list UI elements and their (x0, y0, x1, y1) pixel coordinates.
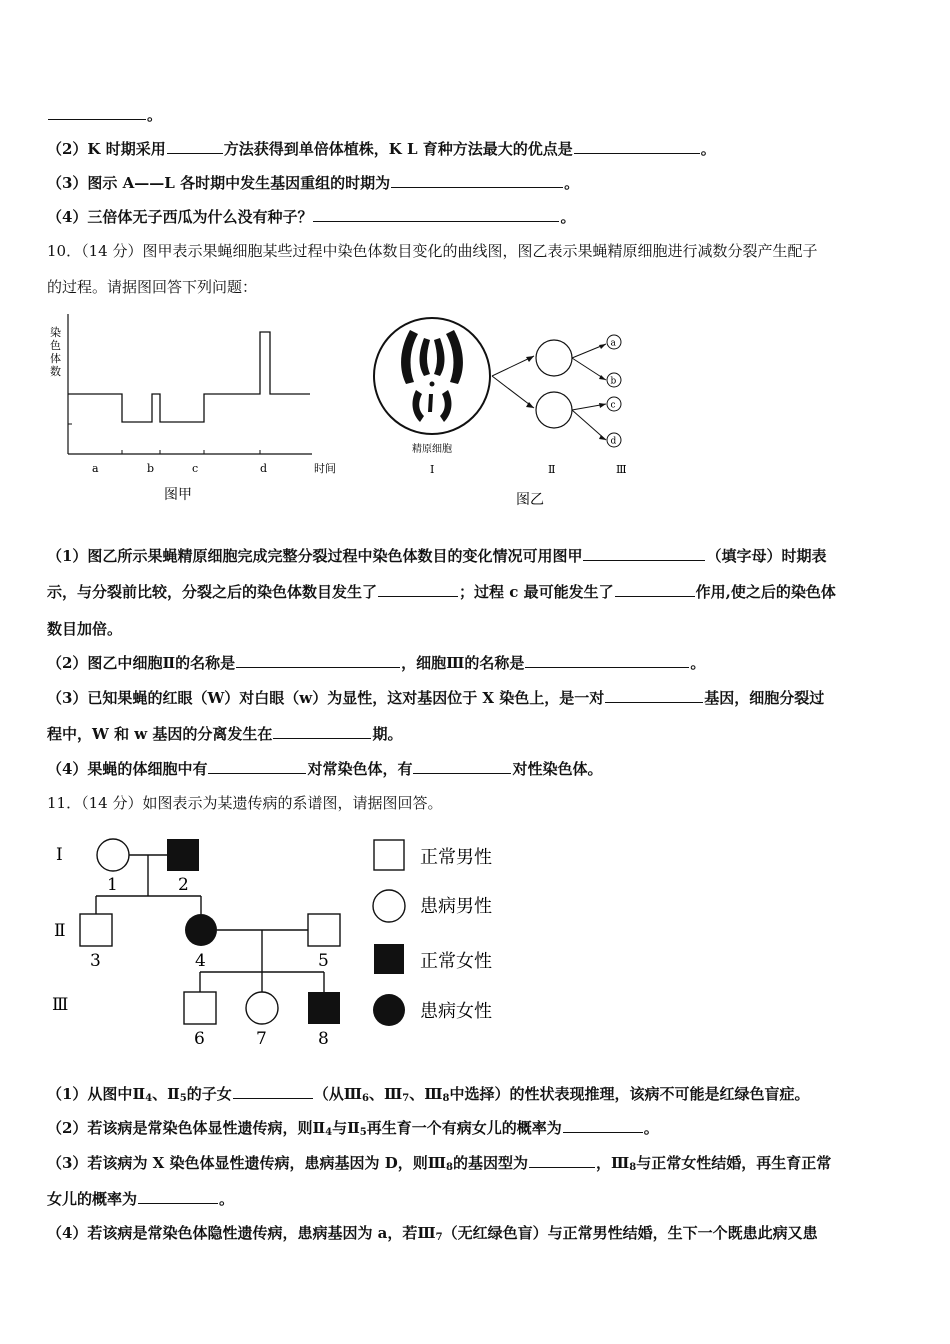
gamete-d: d (610, 436, 617, 447)
label-6: 6 (194, 1029, 205, 1049)
q10-intro-2: 的过程。请据图回答下列问题： (47, 278, 258, 296)
legend-normal-male-icon (374, 840, 404, 870)
q10-p4: （4）果蝇的体细胞中有 对常染色体，有 对性染色体。 (47, 760, 603, 778)
legend-normal-male: 正常男性 (420, 847, 492, 868)
individual-III7 (246, 992, 278, 1024)
q11-p4-line1: （4）若该病是常染色体隐性遗传病，患病基因为 a，若$Ⅲ_7$（无红绿色盲）与正常男性结婚，生下一个既患此病又患 (47, 1224, 818, 1243)
answer-blank[interactable] (138, 1189, 218, 1204)
x-axis-label: 时间 (314, 462, 336, 475)
q9-line-4: （4）三倍体无子西瓜为什么没有种子？ 。 (47, 208, 576, 226)
answer-blank[interactable] (378, 582, 458, 597)
individual-I1 (97, 839, 129, 871)
label-2: 2 (178, 875, 189, 895)
q11-p3-line1: （3）若该病为 X 染色体显性遗传病，患病基因为 D，则$Ⅲ_8$的基因型为 ，$Ⅲ_8$与正常女性结婚，再生育正常 (47, 1154, 832, 1173)
label-4: 4 (195, 951, 206, 971)
q10-p1-line3: 数目加倍。 (47, 620, 123, 638)
pedigree-chart (44, 826, 524, 1056)
roman-III: Ⅲ (616, 463, 627, 476)
secondary-cell-1 (536, 340, 572, 376)
legend-affected-female: 患病女性 (420, 1001, 492, 1022)
tick-label-b: b (147, 462, 155, 475)
q11-p3-line2: 女儿的概率为 。 (47, 1190, 235, 1208)
label-7: 7 (256, 1029, 267, 1049)
roman-II: Ⅱ (548, 463, 556, 476)
individual-II3 (80, 914, 112, 946)
y-label-char: 色 (50, 339, 61, 352)
roman-I: Ⅰ (430, 463, 435, 476)
figure-yi (366, 312, 646, 512)
individual-II5 (308, 914, 340, 946)
secondary-cell-2 (536, 392, 572, 428)
legend-affected-male: 患病男性 (420, 896, 492, 917)
q10-p3-line2: 程中，W 和 w 基因的分离发生在 期。 (47, 725, 403, 743)
answer-blank[interactable] (529, 1153, 595, 1168)
individual-II4 (185, 914, 217, 946)
answer-blank[interactable] (413, 759, 511, 774)
q9-line-1: 。 (47, 104, 162, 125)
generation-I: Ⅰ (56, 845, 63, 865)
chromosomes (401, 330, 463, 422)
q10-intro-1: 10．（14 分）图甲表示果蝇细胞某些过程中染色体数目变化的曲线图，图乙表示果蝇精原细胞进行减数分裂产生配子 (47, 242, 818, 260)
label-8: 8 (318, 1029, 329, 1049)
generation-II: Ⅱ (54, 921, 66, 941)
legend-normal-female: 正常女性 (420, 951, 492, 972)
answer-blank[interactable] (574, 139, 700, 154)
answer-blank[interactable] (583, 546, 705, 561)
generation-III: Ⅲ (52, 995, 69, 1015)
tick-label-c: c (192, 462, 199, 475)
q11-p2: （2）若该病是常染色体显性遗传病，则$Ⅱ_4$与$Ⅱ_5$再生育一个有病女儿的概率为 。 (47, 1119, 659, 1138)
legend-affected-male-icon (373, 890, 405, 922)
individual-III6 (184, 992, 216, 1024)
answer-blank[interactable] (525, 653, 689, 668)
answer-blank[interactable] (605, 688, 703, 703)
q11-p1: （1）从图中$Ⅱ_4$、$Ⅱ_5$的子女 （从$Ⅲ_6$、$Ⅲ_7$、$Ⅲ_8$中选择）的性状表现推理，该病不可能是红绿色盲症。 (47, 1085, 810, 1104)
q9-line-3: （3）图示 A——L 各时期中发生基因重组的时期为 。 (47, 174, 580, 192)
answer-blank[interactable] (563, 1118, 643, 1133)
answer-blank[interactable] (48, 105, 146, 120)
y-label-char: 体 (50, 352, 61, 365)
label-1: 1 (107, 875, 118, 895)
label-3: 3 (90, 951, 101, 971)
gamete-c: c (610, 400, 616, 411)
answer-blank[interactable] (615, 582, 695, 597)
answer-blank[interactable] (208, 759, 306, 774)
y-label-char: 数 (50, 365, 61, 378)
individual-III8 (308, 992, 340, 1024)
legend-normal-female-icon (374, 944, 404, 974)
q10-p1-line2: 示，与分裂前比较，分裂之后的染色体数目发生了 ；过程 c 最可能发生了 作用,使之后的染色体 (47, 583, 836, 601)
q11-intro: 11．（14 分）如图表示为某遗传病的系谱图，请据图回答。 (47, 794, 443, 812)
q9-line-2: （2）K 时期采用 方法获得到单倍体植株，K L 育种方法最大的优点是 。 (47, 140, 716, 158)
answer-blank[interactable] (273, 724, 371, 739)
figure-jia (44, 312, 344, 512)
answer-blank[interactable] (233, 1084, 313, 1099)
label-5: 5 (318, 951, 329, 971)
answer-blank[interactable] (391, 173, 563, 188)
answer-blank[interactable] (167, 139, 223, 154)
tick-label-d: d (260, 462, 268, 475)
q10-p1-line1: （1）图乙所示果蝇精原细胞完成完整分裂过程中染色体数目的变化情况可用图甲 （填字母）时期表 (47, 547, 827, 565)
gamete-b: b (610, 376, 617, 387)
cell-label: 精原细胞 (412, 444, 452, 455)
q10-p2: （2）图乙中细胞Ⅱ的名称是 ，细胞Ⅲ的名称是 。 (47, 654, 706, 672)
chromosome-curve (68, 332, 310, 422)
figure-caption: 图甲 (164, 487, 192, 503)
spermatogonium-cell (374, 318, 490, 434)
figure-caption: 图乙 (516, 492, 544, 508)
y-label-char: 染 (50, 326, 61, 339)
tick-label-a: a (92, 462, 99, 475)
answer-blank[interactable] (313, 207, 559, 222)
legend-affected-female-icon (373, 994, 405, 1026)
answer-blank[interactable] (236, 653, 400, 668)
individual-I2 (167, 839, 199, 871)
q10-p3-line1: （3）已知果蝇的红眼（W）对白眼（w）为显性，这对基因位于 X 染色上，是一对 基因，细胞分裂过 (47, 689, 825, 707)
gamete-a: a (610, 338, 616, 349)
